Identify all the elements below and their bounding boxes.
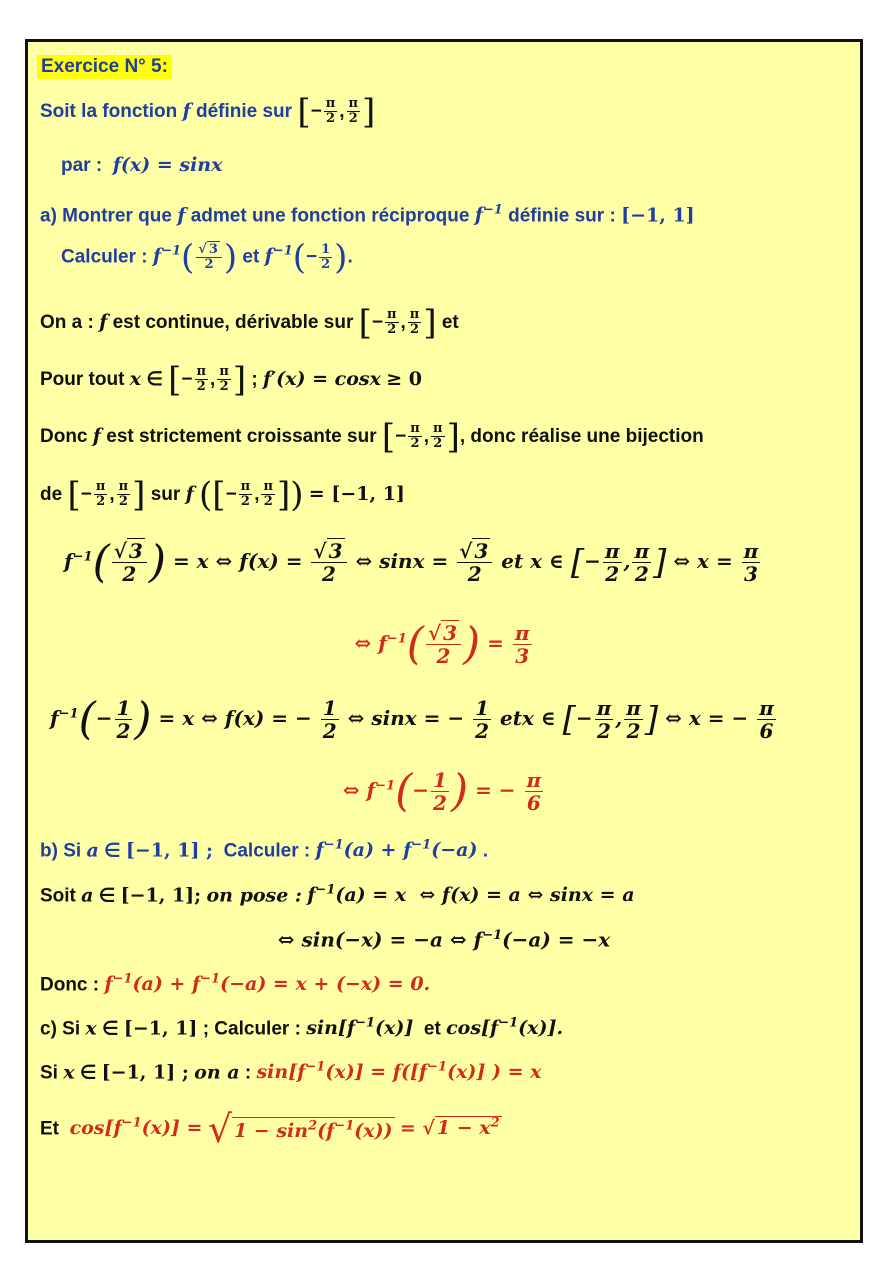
soit-line: Soit a ∈ [−1, 1]; on pose : $f^{-1}(a) = x$ ⇔ f(x) = a ⇔ sinx = a (40, 883, 635, 907)
continuity-line: On a : f est continue, dérivable sur [− $\frac{\pi}{2}$ , $\frac{\pi}{2}$ ] et (40, 302, 459, 343)
definition-line: par : f(x) = sinx (61, 154, 223, 176)
question-c: c) Si x ∈ [−1, 1] ; Calculer : $\sin[f^{-1}(x)]$ et $\cos[f^{-1}(x)]$. (40, 1016, 564, 1040)
cos-result-line: Et $\cos[f^{-1}(x)]$ = √ $1 - \sin^2(f^{-1}(x))$ = √ $1 - x^2$ (40, 1107, 500, 1152)
result-minus-pi-over-6: ⇔ $f^{-1}(-$ $\frac{1}{2}$ ) = − $\frac{\pi}{6}$ (342, 765, 542, 817)
question-a: a) Montrer que f admet une fonction réciproque $f^{-1}$ définie sur : [−1, 1] (40, 203, 695, 227)
question-b: b) Si a ∈ [−1, 1] ; Calculer : $f^{-1}(a) + f^{-1}(-a)$ . (40, 838, 489, 862)
bijection-line: de [− $\frac{\pi}{2}$ , $\frac{\pi}{2}$ ] sur f ([− $\frac{\pi}{2}$ , $\frac{\pi}{2}$ ]) = [−1, 1] (40, 474, 405, 515)
calculate-line: Calculer : $f^{-1}$( $\frac{√ 3}{2}$ ) et $f^{-1}(-$ $\frac{1}{2}$ ). (61, 237, 353, 278)
equation-half-line: $f^{-1}(-$ $\frac{1}{2}$ ) = x ⇔ f(x) = − $\frac{1}{2}$ ⇔ sinx = − $\frac{1}{2}$ etx ∈ [− $\frac{\pi}{2}$ , $\frac{\pi}{2}$ ] ⇔ x = − $\frac{\pi}{6}$ (50, 693, 774, 745)
result-pi-over-3: ⇔ $f^{-1}$( $\frac{√ 3}{2}$ ) = $\frac{\pi}{3}$ (354, 618, 530, 670)
exercise-title: Exercice N° 5: (37, 55, 860, 79)
sin-result-line: Si x ∈ [−1, 1] ; on a : $\sin[f^{-1}(x)] = f([f^{-1}(x)]$ ) = x (40, 1060, 542, 1084)
conclusion-b: Donc : $f^{-1}(a) + f^{-1}(-a) = x + (-x) = 0$. (40, 972, 431, 996)
exercise-page (25, 39, 863, 1243)
intro-line: Soit la fonction f définie sur [− $\frac{\pi}{2}$ , $\frac{\pi}{2}$ ] (40, 91, 376, 132)
sin-minus-line: ⇔ sin(−x) = −a ⇔ $f^{-1}(-a) = -x$ (277, 927, 611, 952)
derivative-line: Pour tout x ∈ [− $\frac{\pi}{2}$ , $\frac{\pi}{2}$ ] ; f′(x) = cosx ≥ 0 (40, 359, 422, 400)
monotonic-line: Donc f est strictement croissante sur [− $\frac{\pi}{2}$ , $\frac{\pi}{2}$ ], donc réalise une bijection (40, 416, 704, 457)
equation-sqrt3-line: $f^{-1}$( $\frac{√ 3}{2}$ ) = x ⇔ f(x) = $\frac{√ 3}{2}$ ⇔ sinx = $\frac{√ 3}{2}$ et x ∈ [− $\frac{\pi}{2}$ , $\frac{\pi}{2}$ ] ⇔ x = $\frac{\pi}{3}$ (64, 536, 759, 588)
